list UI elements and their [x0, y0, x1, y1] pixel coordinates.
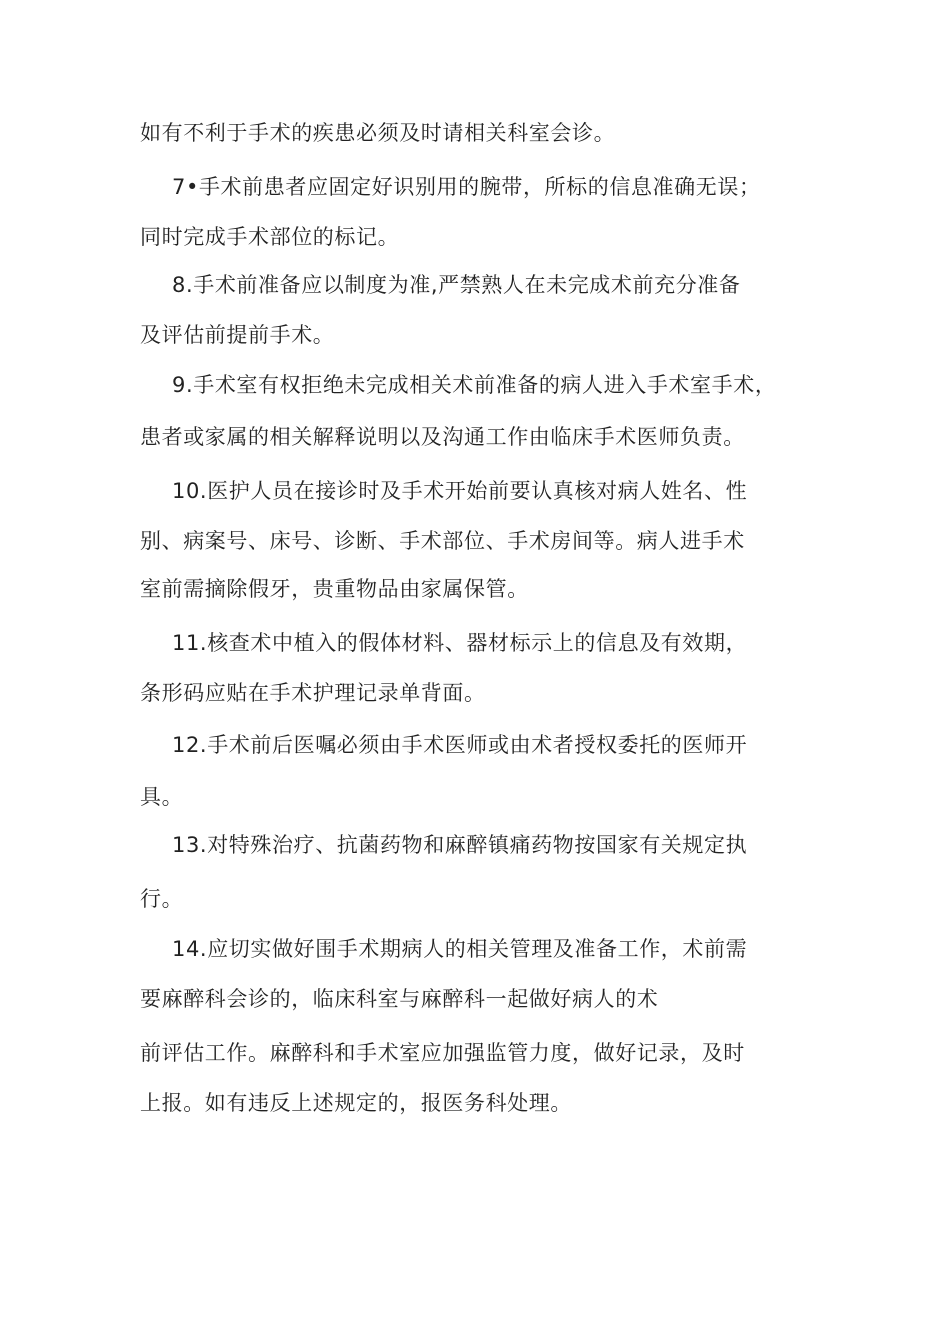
text-line: 7•手术前患者应固定好识别用的腕带，所标的信息准确无误； — [172, 175, 761, 199]
text-line: 及评估前提前手术。 — [140, 323, 335, 347]
text-line: 同时完成手术部位的标记。 — [140, 225, 400, 249]
text-line: 13.对特殊治疗、抗菌药物和麻醉镇痛药物按国家有关规定执 — [172, 833, 748, 857]
text-line: 室前需摘除假牙，贵重物品由家属保管。 — [140, 577, 529, 601]
text-line: 前评估工作。麻醉科和手术室应加强监管力度，做好记录，及时 — [140, 1041, 745, 1065]
text-line: 11.核查术中植入的假体材料、器材标示上的信息及有效期， — [172, 631, 748, 655]
text-line: 要麻醉科会诊的，临床科室与麻醉科一起做好病人的术 — [140, 987, 659, 1011]
text-line: 条形码应贴在手术护理记录单背面。 — [140, 681, 486, 705]
text-line: 行。 — [140, 887, 184, 911]
text-line: 8.手术前准备应以制度为准,严禁熟人在未完成术前充分准备 — [172, 273, 741, 297]
text-line: 别、病案号、床号、诊断、手术部位、手术房间等。病人进手术 — [140, 529, 745, 553]
text-line: 12.手术前后医嘱必须由手术医师或由术者授权委托的医师开 — [172, 733, 748, 757]
text-line: 上报。如有违反上述规定的，报医务科处理。 — [140, 1091, 572, 1115]
text-line: 具。 — [140, 785, 184, 809]
text-line: 如有不利于手术的疾患必须及时请相关科室会诊。 — [140, 121, 616, 145]
text-line: 14.应切实做好围手术期病人的相关管理及准备工作，术前需 — [172, 937, 748, 961]
text-line: 10.医护人员在接诊时及手术开始前要认真核对病人姓名、性 — [172, 479, 748, 503]
text-line: 患者或家属的相关解释说明以及沟通工作由临床手术医师负责。 — [140, 425, 745, 449]
text-line: 9.手术室有权拒绝未完成相关术前准备的病人进入手术室手术， — [172, 373, 777, 397]
